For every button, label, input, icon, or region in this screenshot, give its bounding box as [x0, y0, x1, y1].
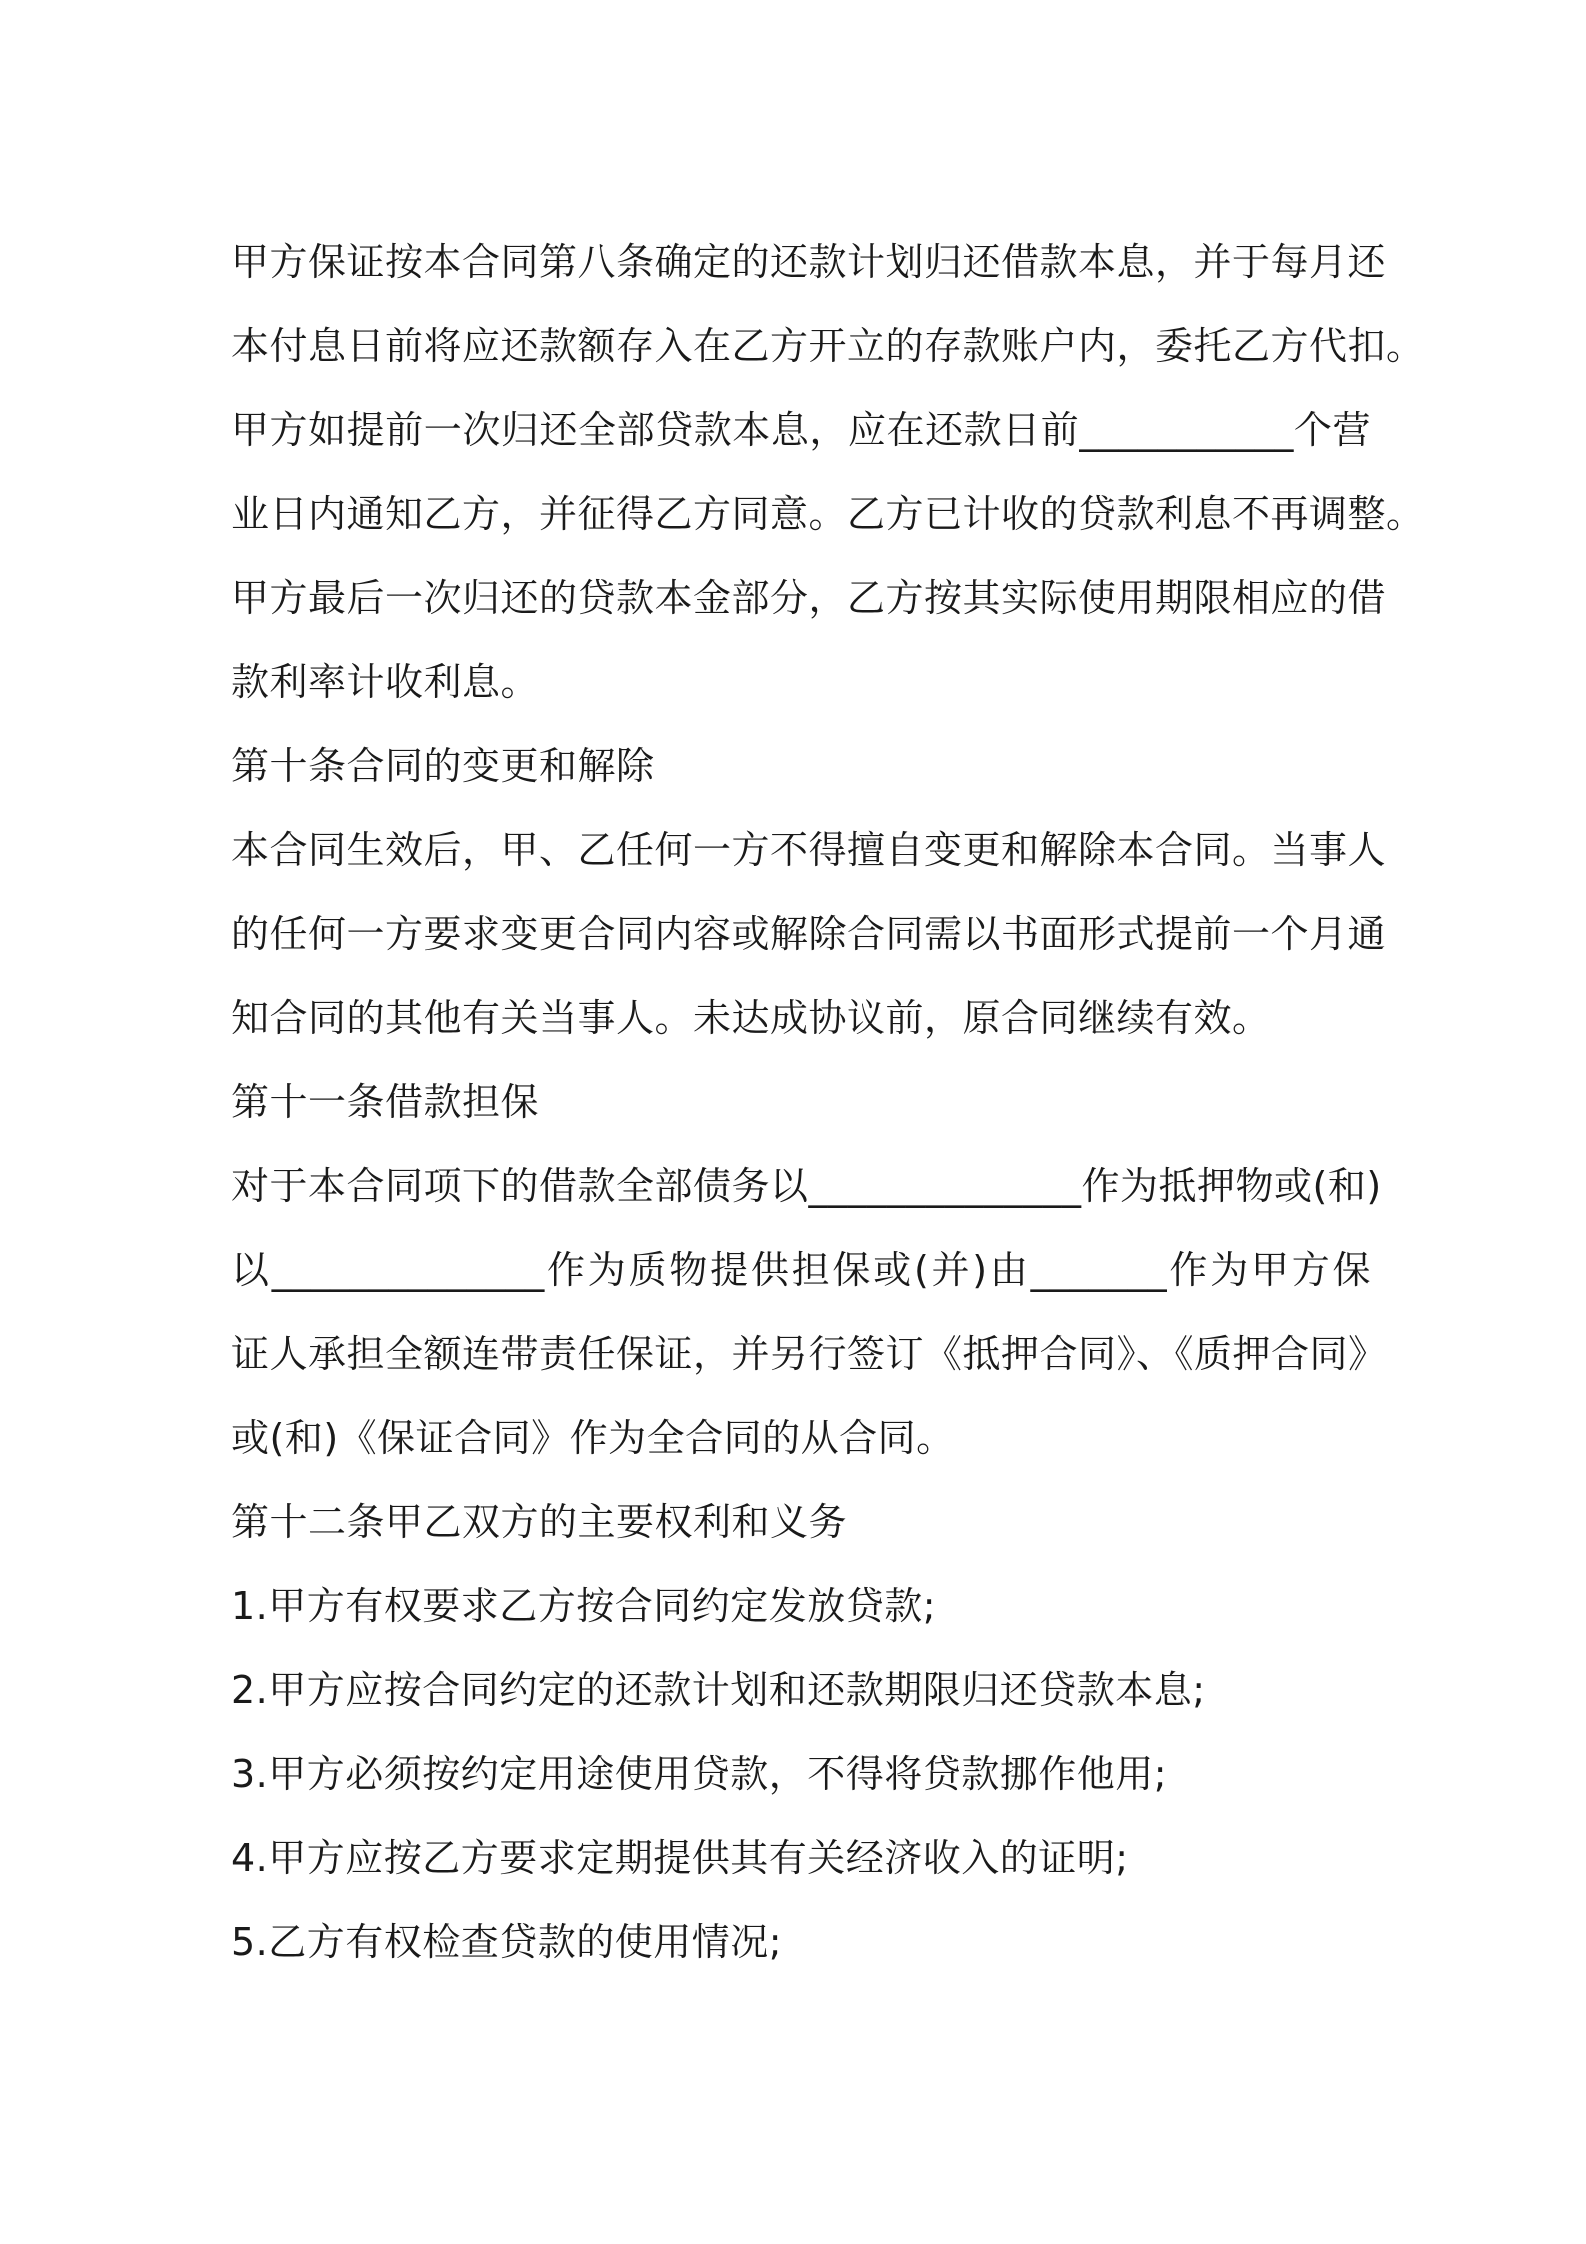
paragraph-line: 甲方最后一次归还的贷款本金部分，乙方按其实际使用期限相应的借 [231, 576, 1387, 620]
paragraph-line: 甲方如提前一次归还全部贷款本息，应在还款日前___________个营 [231, 408, 1371, 452]
paragraph-line: 本合同生效后，甲、乙任何一方不得擅自变更和解除本合同。当事人 [231, 828, 1387, 872]
list-item: 4.甲方应按乙方要求定期提供其有关经济收入的证明; [231, 1836, 1129, 1880]
list-item: 1.甲方有权要求乙方按合同约定发放贷款; [231, 1584, 937, 1628]
paragraph-line: 或(和)《保证合同》作为全合同的从合同。 [231, 1416, 955, 1460]
list-item: 5.乙方有权检查贷款的使用情况; [231, 1920, 783, 1964]
paragraph-line: 本付息日前将应还款额存入在乙方开立的存款账户内，委托乙方代扣。 [231, 324, 1425, 368]
section-heading: 第十一条借款担保 [231, 1080, 540, 1124]
paragraph-line: 款利率计收利息。 [231, 660, 540, 704]
section-heading: 第十二条甲乙双方的主要权利和义务 [231, 1500, 848, 1544]
document-page [231, 232, 1425, 1996]
paragraph-line: 对于本合同项下的借款全部债务以______________作为抵押物或(和) [231, 1164, 1382, 1208]
paragraph-line: 证人承担全额连带责任保证，并另行签订《抵押合同》、《质押合同》 [231, 1332, 1387, 1376]
paragraph-line: 以______________作为质物提供担保或(并)由_______作为甲方保 [231, 1248, 1371, 1292]
paragraph-line: 甲方保证按本合同第八条确定的还款计划归还借款本息，并于每月还 [231, 240, 1387, 284]
paragraph-line: 的任何一方要求变更合同内容或解除合同需以书面形式提前一个月通 [231, 912, 1387, 956]
list-item: 3.甲方必须按约定用途使用贷款，不得将贷款挪作他用; [231, 1752, 1168, 1796]
list-item: 2.甲方应按合同约定的还款计划和还款期限归还贷款本息; [231, 1668, 1206, 1712]
section-heading: 第十条合同的变更和解除 [231, 744, 655, 788]
paragraph-line: 知合同的其他有关当事人。未达成协议前，原合同继续有效。 [231, 996, 1271, 1040]
paragraph-line: 业日内通知乙方，并征得乙方同意。乙方已计收的贷款利息不再调整。 [231, 492, 1425, 536]
